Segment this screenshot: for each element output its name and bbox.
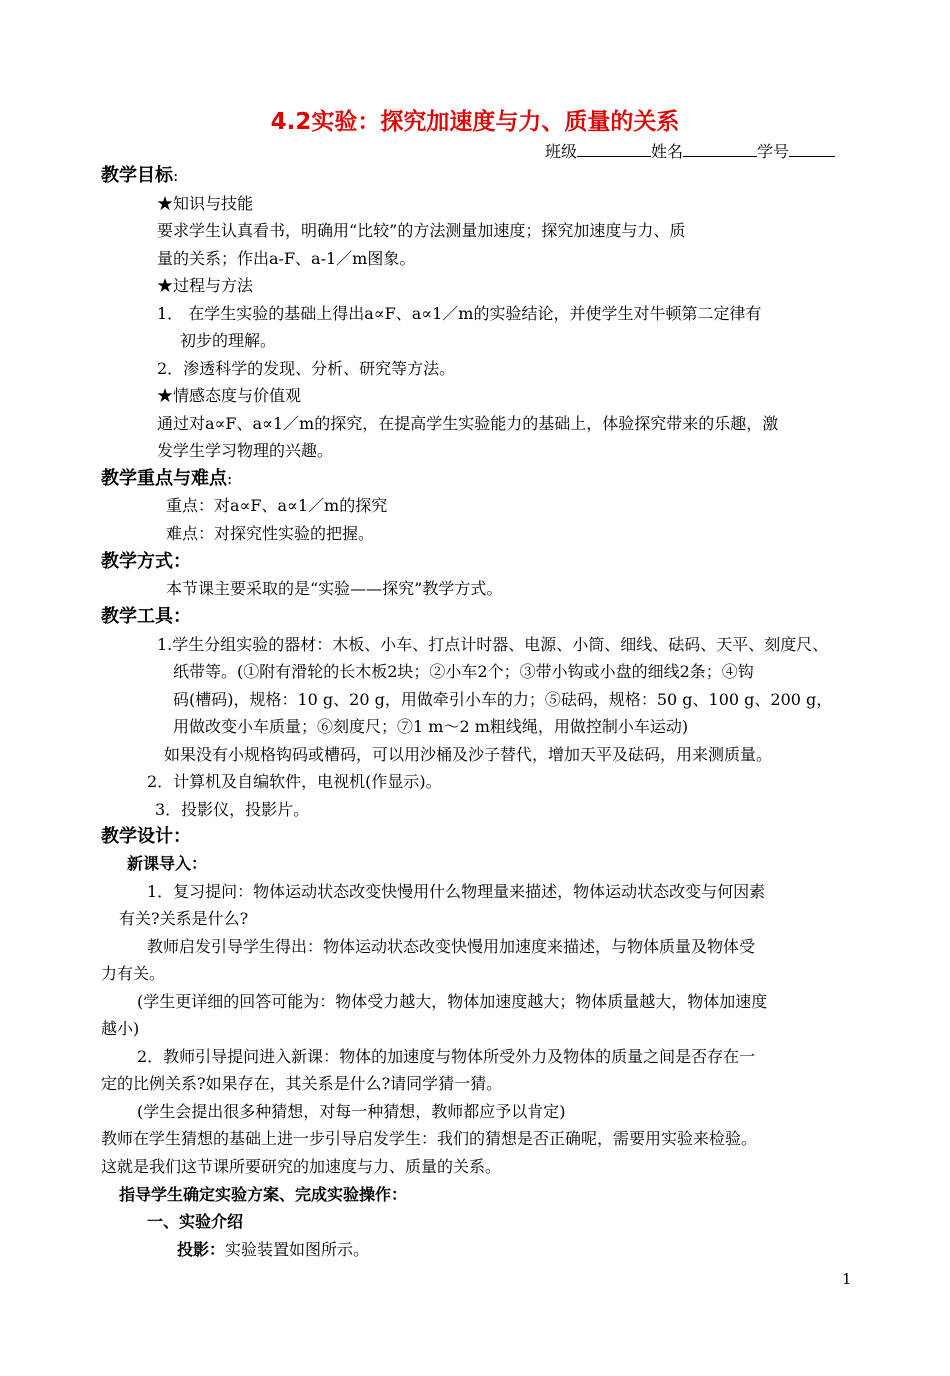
student-answer-cont: 越小) xyxy=(101,1019,140,1038)
name-label: 姓名 xyxy=(651,142,684,161)
knowledge-text-1: 要求学生认真看书，明确用“比较”的方法测量加速度；探究加速度与力、质 xyxy=(157,221,686,240)
document-title: 4.2实验：探究加速度与力、质量的关系 xyxy=(270,109,680,135)
intro-item-2: 2．教师引导提问进入新课：物体的加速度与物体所受外力及物体的质量之间是否存在一 xyxy=(137,1047,756,1066)
emotion-text-1: 通过对a∝F、a∝1／m的探究，在提高学生实验能力的基础上，体验探究带来的乐趣，激 xyxy=(157,414,779,433)
process-title: ★过程与方法 xyxy=(157,276,254,295)
tools-note: 如果没有小规格钩码或槽码，可以用沙桶及沙子替代，增加天平及砝码，用来测质量。 xyxy=(164,745,773,764)
method-text: 本节课主要采取的是“实验——探究”教学方式。 xyxy=(166,579,503,598)
intro-item-1-cont: 有关?关系是什么? xyxy=(119,909,249,928)
tools-heading: 教学工具： xyxy=(101,606,191,627)
projection-label: 投影： xyxy=(177,1240,226,1259)
key-point: 重点：对a∝F、a∝1／m的探究 xyxy=(166,496,388,515)
teacher-answer-cont: 力有关。 xyxy=(101,964,166,983)
emotion-title: ★情感态度与价值观 xyxy=(157,386,302,405)
tools-item-1: 1.学生分组实验的器材：木板、小车、打点计时器、电源、小筒、细线、砝码、天平、刻度尺、 xyxy=(157,635,829,654)
student-info-line xyxy=(545,140,835,163)
teacher-answer: 教师启发引导学生得出：物体运动状态改变快慢用加速度来描述，与物体质量及物体受 xyxy=(147,937,756,956)
difficulty-point: 难点：对探究性实验的把握。 xyxy=(166,524,375,543)
tools-item-1-cont-2: 码(槽码)，规格：10 g、20 g，用做牵引小车的力；⑤砝码，规格：50 g、100 g、200 g， xyxy=(173,690,833,709)
tools-item-1-cont-1: 纸带等。(①附有滑轮的长木板2块；②小车2个；③带小钩或小盘的细线2条；④钩 xyxy=(173,662,754,681)
id-blank xyxy=(789,140,835,157)
guide-heading: 指导学生确定实验方案、完成实验操作： xyxy=(119,1185,408,1204)
class-blank xyxy=(577,140,651,157)
class-label: 班级 xyxy=(545,142,578,161)
tools-item-1-cont-3: 用做改变小车质量；⑥刻度尺；⑦1 m～2 m粗线绳，用做控制小车运动) xyxy=(173,717,689,736)
design-heading: 教学设计： xyxy=(101,826,191,847)
process-item-2: 2．渗透科学的发现、分析、研究等方法。 xyxy=(157,359,456,378)
projection-line xyxy=(177,1239,369,1261)
id-label: 学号 xyxy=(757,142,790,161)
student-answer: (学生更详细的回答可能为：物体受力越大，物体加速度越大；物体质量越大，物体加速度 xyxy=(137,992,768,1011)
further-guidance-cont: 这就是我们这节课所要研究的加速度与力、质量的关系。 xyxy=(101,1157,502,1176)
intro-item-2-cont: 定的比例关系?如果存在，其关系是什么?请同学猜一猜。 xyxy=(101,1074,503,1093)
process-item-1: 1． 在学生实验的基础上得出a∝F、a∝1／m的实验结论，并使学生对牛顿第二定律有 xyxy=(157,304,762,323)
knowledge-title: ★知识与技能 xyxy=(157,194,254,213)
projection-text: 实验装置如图所示。 xyxy=(225,1240,370,1259)
intro-heading: 新课导入： xyxy=(127,854,208,873)
page-number: 1 xyxy=(842,1270,852,1288)
experiment-intro-heading: 一、实验介绍 xyxy=(147,1212,244,1231)
name-blank xyxy=(683,140,757,157)
tools-item-2: 2．计算机及自编软件，电视机(作显示)。 xyxy=(147,772,442,791)
further-guidance: 教师在学生猜想的基础上进一步引导启发学生：我们的猜想是否正确呢，需要用实验来检验。 xyxy=(101,1129,758,1148)
guess-note: (学生会提出很多种猜想，对每一种猜想，教师都应予以肯定) xyxy=(137,1102,566,1121)
tools-item-3: 3．投影仪，投影片。 xyxy=(155,800,310,819)
emotion-text-2: 发学生学习物理的兴趣。 xyxy=(157,441,334,460)
process-item-1-cont: 初步的理解。 xyxy=(180,331,277,350)
method-heading: 教学方式： xyxy=(101,551,191,572)
key-points-heading: 教学重点与难点: xyxy=(101,468,233,489)
knowledge-text-2: 量的关系；作出a-F、a-1／m图象。 xyxy=(157,249,416,268)
goals-heading: 教学目标: xyxy=(101,165,179,186)
intro-item-1: 1．复习提问：物体运动状态改变快慢用什么物理量来描述，物体运动状态改变与何因素 xyxy=(147,882,766,901)
